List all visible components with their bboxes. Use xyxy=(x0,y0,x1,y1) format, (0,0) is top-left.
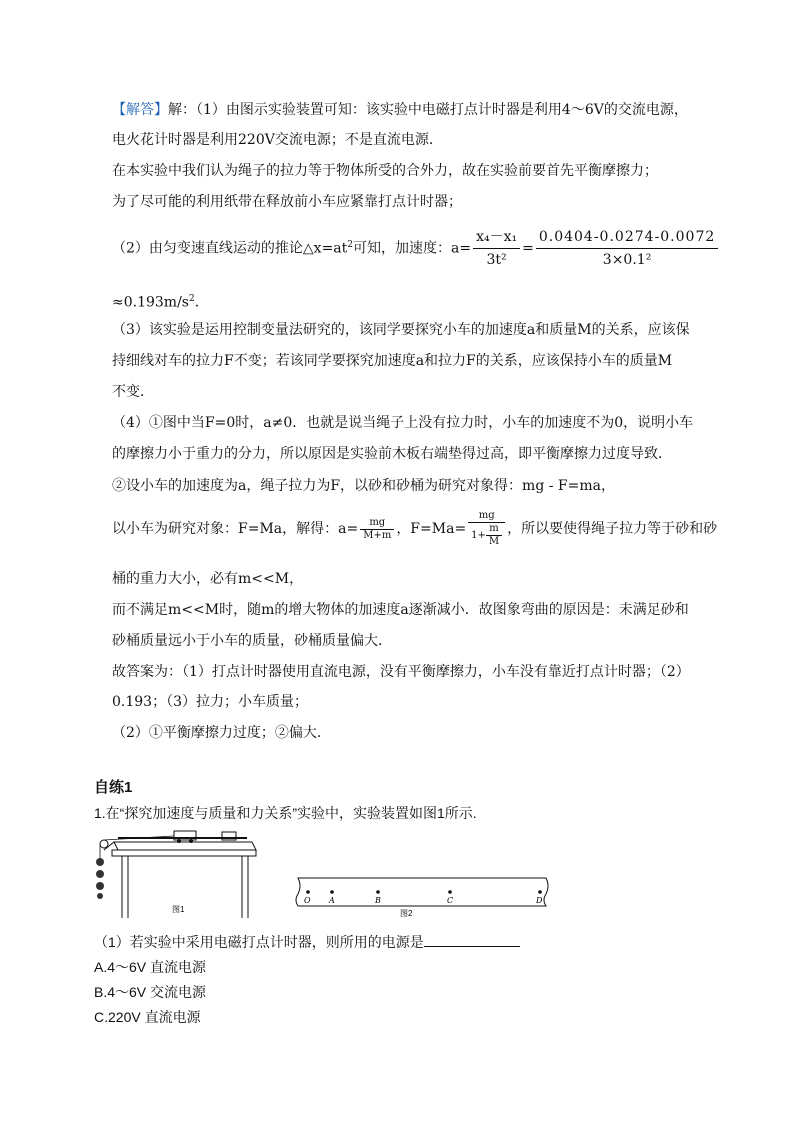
answer-line-7: （3）该实验是运用控制变量法研究的，该同学要探究小车的加速度a和质量M的关系，应该保 xyxy=(112,322,690,338)
sub-question-1: （1）若实验中采用电磁打点计时器，则所用的电源是 xyxy=(94,932,520,952)
answer-line-18: 0.193；（3）拉力；小车质量； xyxy=(112,694,308,710)
answer-line-1: 【解答】解：（1）由图示实验装置可知：该实验中电磁打点计时器是利用4～6V的交流电源， xyxy=(112,102,688,118)
tape-point-A: A xyxy=(329,896,335,905)
option-A[interactable]: A.4～6V 直流电源 xyxy=(94,959,207,975)
exercise-question-1: 1.在“探究加速度与质量和力关系”实验中，实验装置如图1所示. xyxy=(94,805,477,821)
answer-line-9: 不变． xyxy=(112,384,154,400)
answer-line-10: （4）①图中当F=0时，a≠0．也就是说当绳子上没有拉力时，小车的加速度不为0，说明小车 xyxy=(112,415,694,431)
answer-line-8: 持细线对车的拉力F不变；若该同学要探究加速度a和拉力F的关系，应该保持小车的质量M xyxy=(112,353,673,369)
answer-line-3: 在本实验中我们认为绳子的拉力等于物体所受的合外力，故在实验前要首先平衡摩擦力； xyxy=(112,163,658,179)
answer-tag: 【解答】 xyxy=(112,102,168,118)
figure-2-label: 图2 xyxy=(400,909,413,918)
answer-line-4: 为了尽可能的利用纸带在释放前小车应紧靠打点计时器； xyxy=(112,194,462,210)
tape-point-C: C xyxy=(447,896,454,905)
tape-point-O: O xyxy=(304,896,311,905)
answer-line-17: 故答案为：（1）打点计时器使用直流电源，没有平衡摩擦力，小车没有靠近打点计时器；（2） xyxy=(112,664,690,680)
answer-line-13: 以小车为研究对象：F=Ma，解得：a= $\frac{mg}{M+m}$ ，F=Ma= mg 1+ $\frac{m}{M}$ ，所以要使得绳子拉力等于砂和砂 xyxy=(112,510,718,547)
answer-line-15: 而不满足m<<M时，随m的增大物体的加速度a逐渐减小．故图象弯曲的原因是：未满足砂和 xyxy=(112,602,689,618)
fraction-mg-over-M-plus-m: $\frac{mg}{M+m}$ xyxy=(360,517,394,542)
answer-line-result: $\approx 0.193m/s^2$． xyxy=(112,294,209,311)
option-C[interactable]: C.220V 直流电源 xyxy=(94,1009,201,1025)
figure-1-apparatus xyxy=(92,828,258,923)
fraction-numeric: $\frac{0.0404-0.0274-0.0072}{\text{3×0.1²}}$ xyxy=(536,226,718,271)
answer-line-12: ②设小车的加速度为a，绳子拉力为F，以砂和砂桶为研究对象得：mg - F=ma， xyxy=(112,478,615,494)
answer-line-2: 电火花计时器是利用220V交流电源；不是直流电源． xyxy=(112,132,443,148)
answer-blank[interactable] xyxy=(424,932,520,947)
answer-line-11: 的摩擦力小于重力的分力，所以原因是实验前木板右端垫得过高，即平衡摩擦力过度导致． xyxy=(112,446,672,462)
answer-line-16: 砂桶质量远小于小车的质量，砂桶质量偏大． xyxy=(112,633,392,649)
fraction-x4-x1-over-3t2: $\frac{\text{x₄－x₁}}{\text{3t²}}$ xyxy=(473,226,520,271)
figure-2-tape xyxy=(292,872,554,920)
answer-line-14: 桶的重力大小，必有m<<M， xyxy=(112,571,304,587)
fraction-mg-over-1-plus-m-over-M: mg 1+ $\frac{m}{M}$ xyxy=(468,510,505,548)
answer-line-19: （2）①平衡摩擦力过度；②偏大． xyxy=(112,725,331,741)
tape-point-D: D xyxy=(536,896,543,905)
figure-1-label: 图1 xyxy=(172,905,185,914)
answer-line-formula-accel: （2）由匀变速直线运动的推论$\triangle x=at^2$可知，加速度：a= $\frac{\text{x₄－x₁}}{\text{3t²}}$ = $\frac{0.0404-0.0274-0.0072}{\text{3×0.1²}}$ xyxy=(112,226,720,271)
tape-point-B: B xyxy=(375,896,381,905)
option-B[interactable]: B.4～6V 交流电源 xyxy=(94,984,207,1000)
exercise-heading: 自练1 xyxy=(94,779,133,796)
